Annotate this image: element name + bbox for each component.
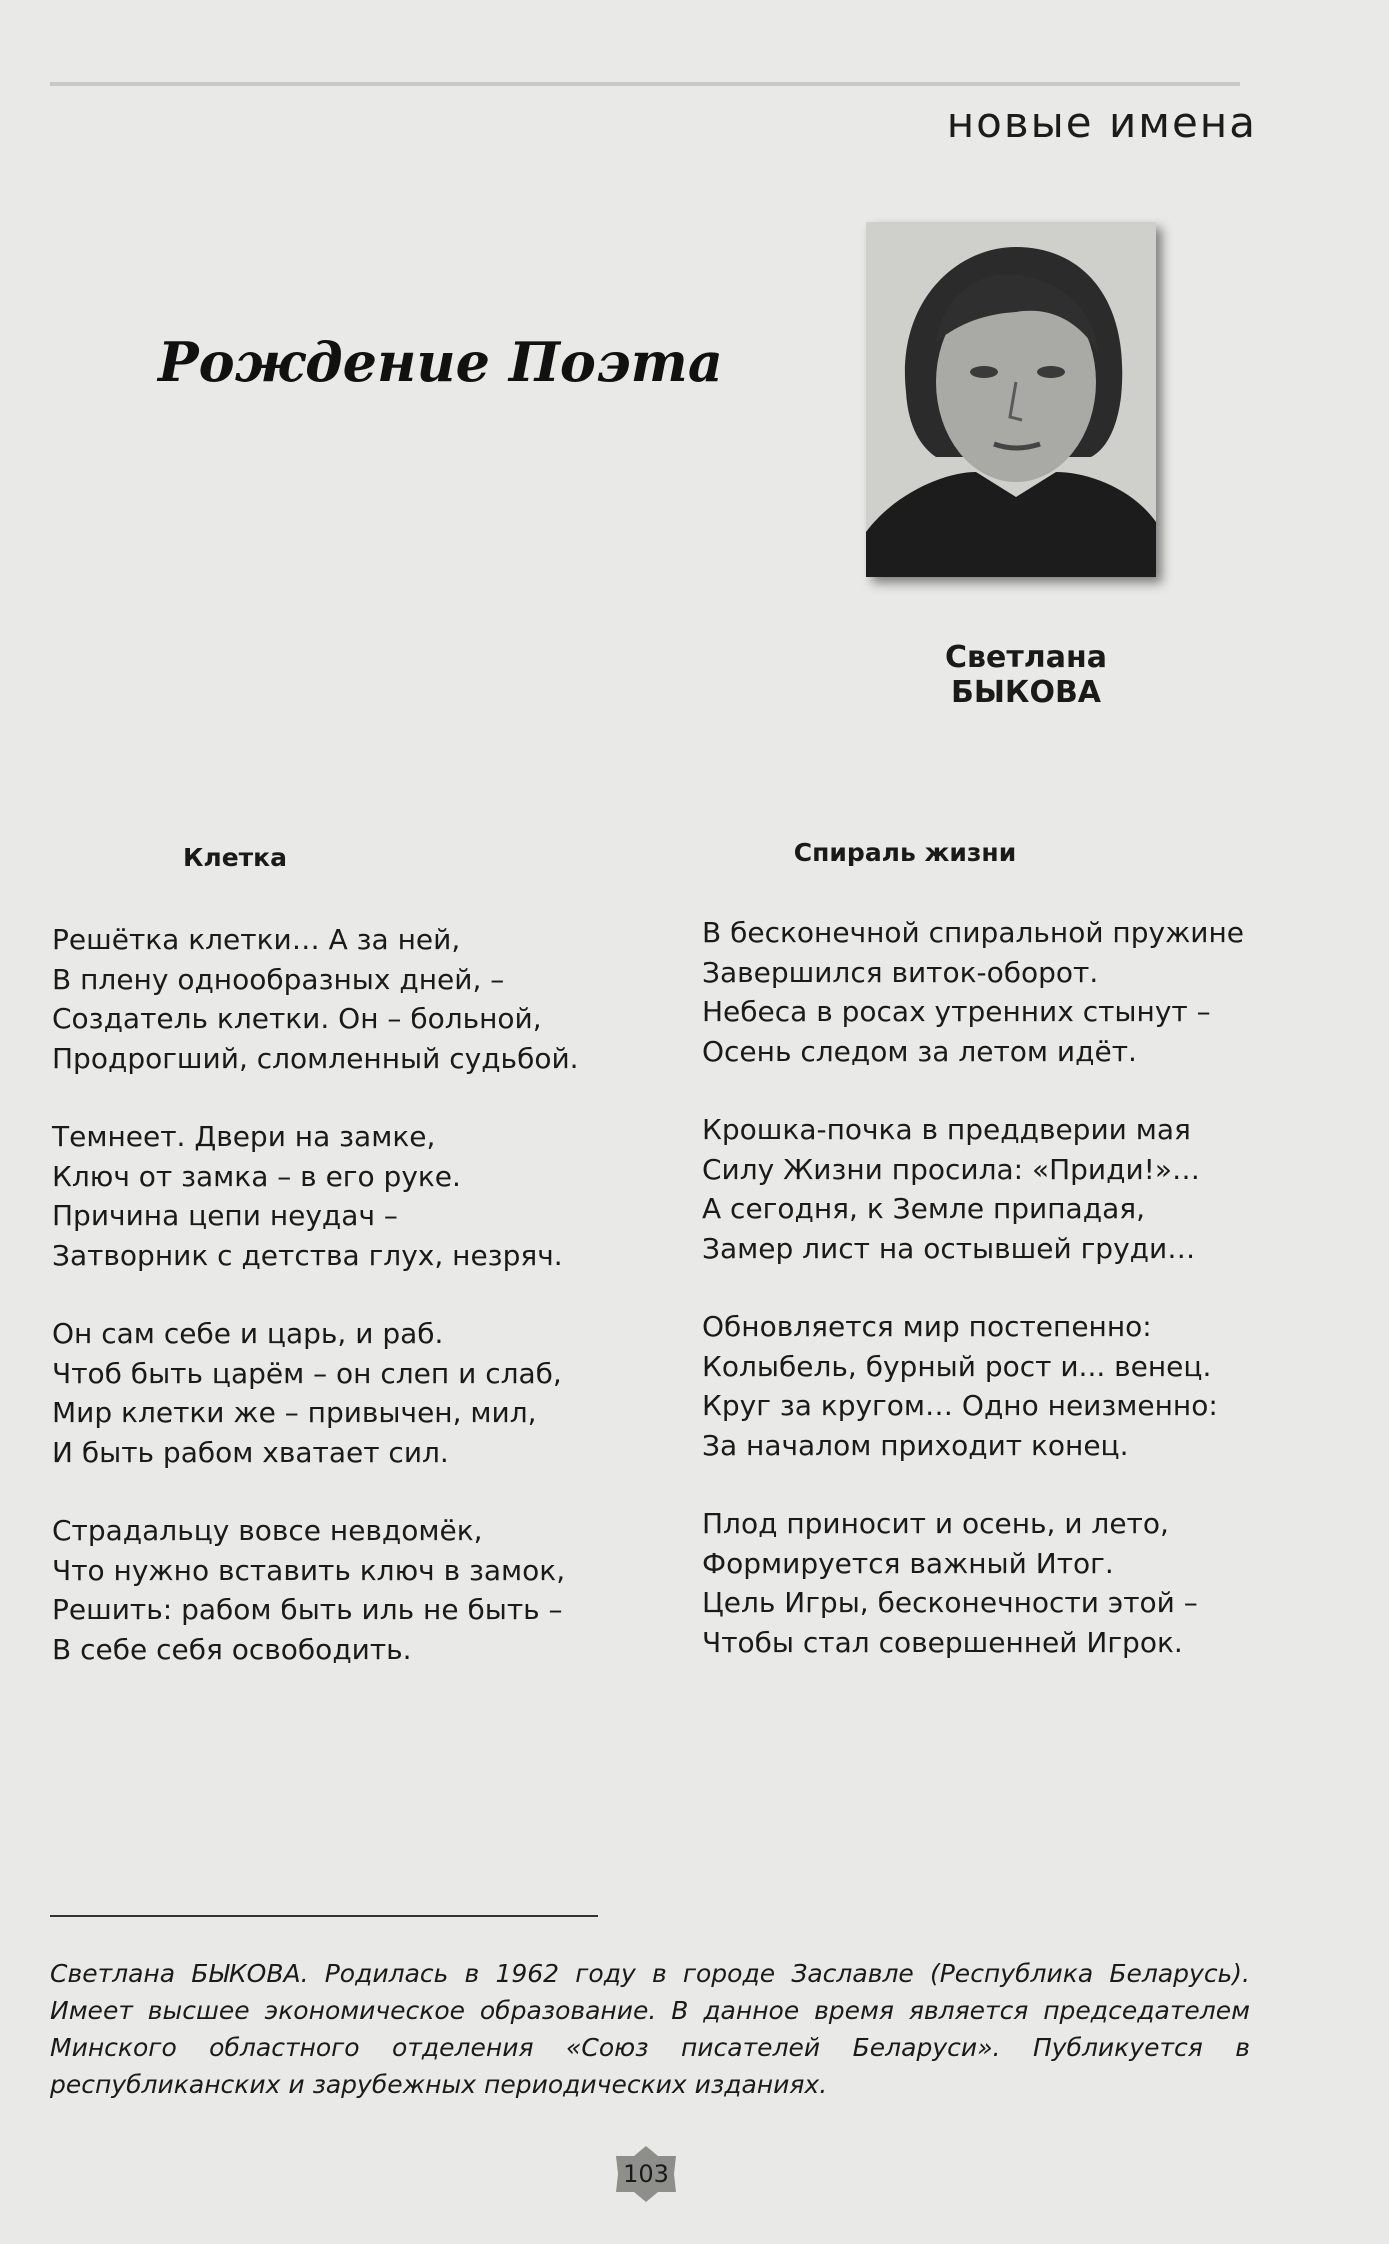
page-number: 103 [623,2160,669,2188]
poem-line: Плод приносит и осень, и лето, [702,1507,1169,1540]
poem-spiral [702,913,1244,1701]
page-number-badge [606,2144,686,2204]
poem-line: Силу Жизни просила: «Приди!»… [702,1152,1201,1186]
poem-line: Небеса в росах утренних стынут – [702,995,1211,1028]
poem-line: Страдальцу вовсе невдомёк, [52,1514,483,1547]
poem-line: Обновляется мир постепенно: [702,1310,1152,1343]
poem-line: За началом приходит конец. [702,1428,1129,1462]
poem-title-spiral: Спираль жизни [793,838,1017,867]
poem-line: Колыбель, бурный рост и... венец. [702,1349,1212,1383]
poem-line: Чтобы стал совершенней Игрок. [702,1625,1183,1659]
page-title: Рождение Поэта [158,330,723,394]
poem-line: Замер лист на остывшей груди… [702,1231,1196,1265]
author-name: Светлана БЫКОВА [945,640,1107,710]
poem-line: Круг за кругом… Одно неизменно: [702,1389,1218,1422]
author-bio: Светлана БЫКОВА. Родилась в 1962 году в городе Заславле (Республика Беларусь). Имеет высшее экономическое образование. В данное время является председателем Минского областного отделения «Союз писателей Беларуси». Публикуется в республиканских и зарубежных периодических изданиях. [50,1959,1250,2099]
stanza [52,1314,579,1472]
poem-line: В бесконечной спиральной пружине [702,916,1245,949]
poem-kletka [52,920,579,1708]
poem-line: Мир клетки же – привычен, мил, [52,1396,537,1429]
section-label: новые имена [946,98,1257,147]
poem-line: В себе себя освободить. [52,1632,412,1666]
poem-line: Продрогший, сломленный судьбой. [52,1041,579,1075]
poem-line: Ключ от замка – в его руке. [52,1159,461,1193]
poem-line: Чтоб быть царём – он слеп и слаб, [52,1356,562,1390]
poem-line: Осень следом за летом идёт. [702,1034,1137,1068]
poem-line: Решётка клетки… А за ней, [52,923,461,956]
poem-line: В плену однообразных дней, – [52,962,505,996]
stanza [52,920,579,1078]
poem-line: Цель Игры, бесконечности этой – [702,1586,1198,1619]
author-photo [866,222,1156,577]
stanza [702,913,1244,1071]
poem-line: Крошка-почка в преддверии мая [702,1113,1191,1146]
poem-line: Завершился виток-оборот. [702,955,1099,989]
footnote-rule [50,1915,598,1917]
poem-line: Темнеет. Двери на замке, [52,1120,436,1153]
poem-line: Формируется важный Итог. [702,1546,1114,1580]
poem-line: А сегодня, к Земле припадая, [702,1192,1145,1225]
stanza [702,1504,1244,1662]
poem-line: Создатель клетки. Он – больной, [52,1002,542,1035]
header-rule [50,82,1240,86]
stanza [702,1307,1244,1465]
poem-line: Что нужно вставить ключ в замок, [52,1553,566,1587]
poem-line: Решить: рабом быть иль не быть – [52,1593,563,1626]
stanza [702,1110,1244,1268]
poem-title-kletka: Клетка [182,843,288,872]
stanza [52,1117,579,1275]
poem-line: Причина цепи неудач – [52,1199,398,1232]
poem-line: Он сам себе и царь, и раб. [52,1317,444,1350]
stanza [52,1511,579,1669]
poem-line: И быть рабом хватает сил. [52,1435,449,1469]
poem-line: Затворник с детства глух, незряч. [52,1238,563,1272]
